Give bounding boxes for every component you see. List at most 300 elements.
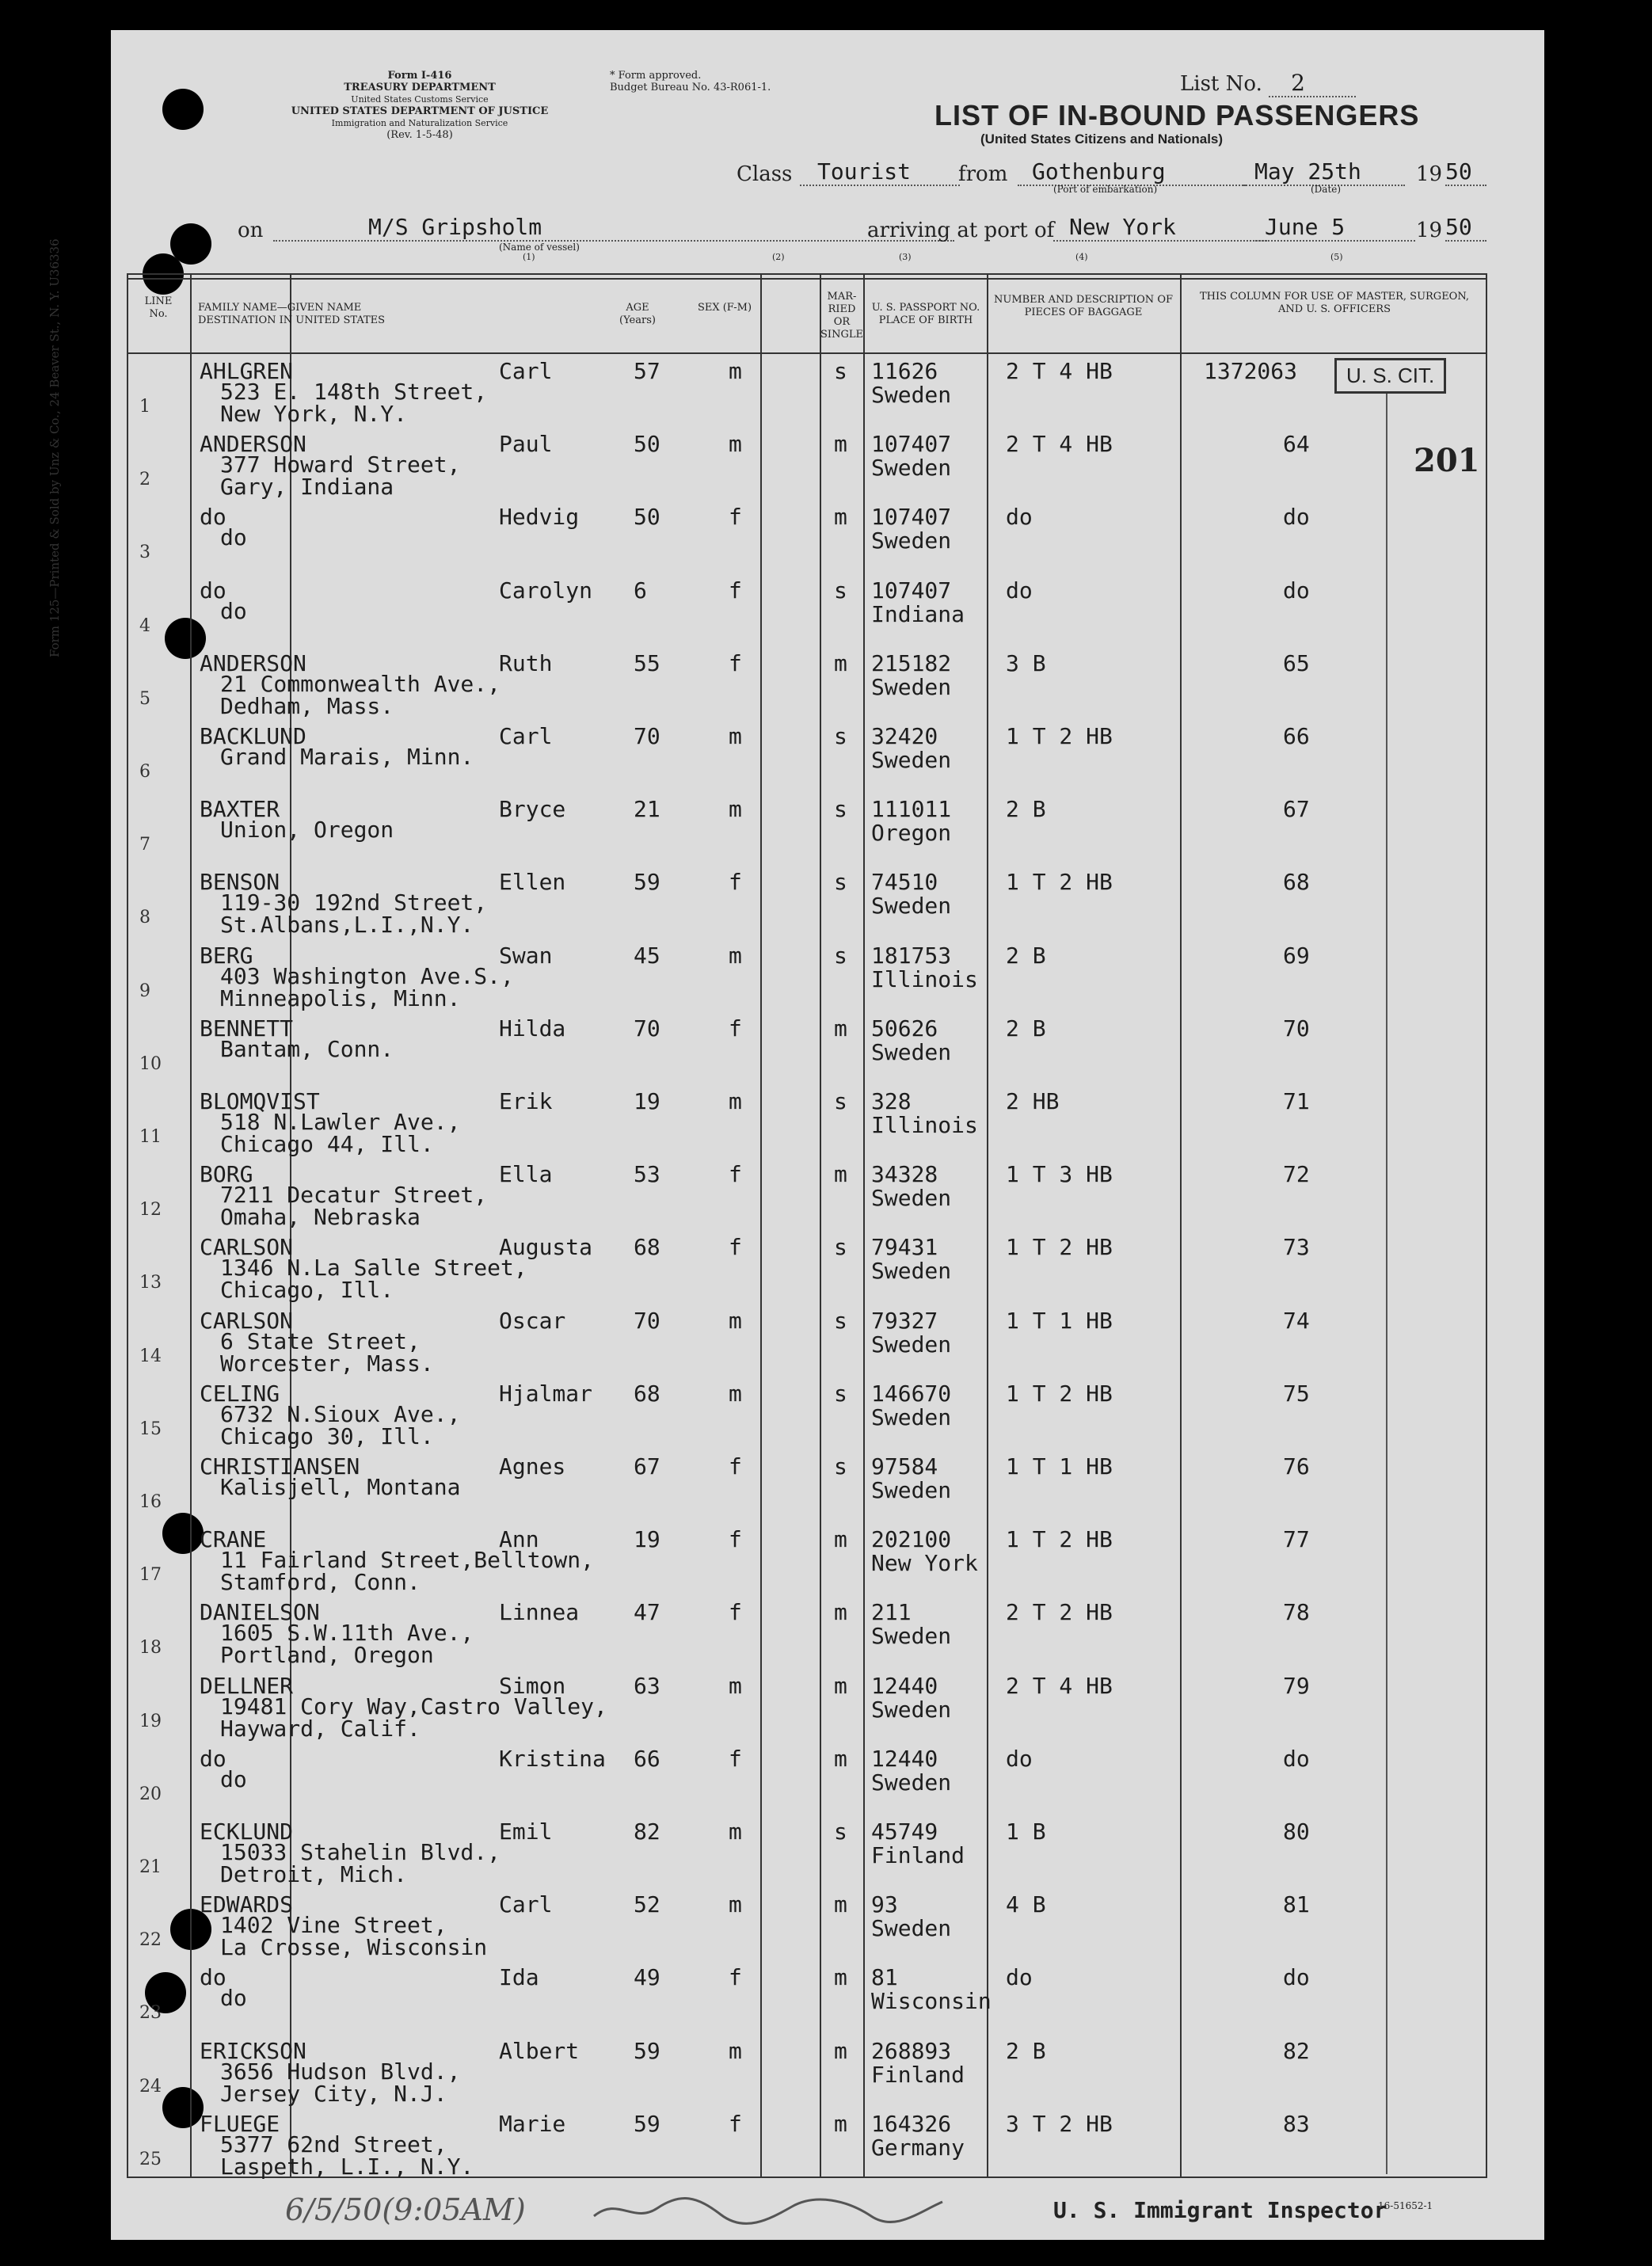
class-value: Tourist (800, 158, 960, 186)
surname: do (200, 1745, 226, 1772)
given-name: Ida (499, 1964, 539, 1991)
birthplace: Oregon (871, 820, 952, 847)
address-line-2: St.Albans,L.I.,N.Y. (220, 912, 474, 939)
on-label: on (238, 219, 264, 242)
baggage: 1 B (1006, 1819, 1046, 1845)
surname: FLUEGE (200, 2110, 280, 2137)
arriving-label: arriving at port of (867, 219, 1055, 242)
sex: m (729, 796, 742, 823)
passport-no: 328 (871, 1088, 912, 1114)
birthplace: Illinois (871, 965, 978, 992)
baggage: 1 T 2 HB (1006, 1380, 1113, 1407)
table-row (127, 352, 1487, 425)
baggage: do (1006, 577, 1033, 604)
baggage: 2 HB (1006, 1088, 1060, 1114)
passport-no: 81 (871, 1964, 898, 1991)
col-sex: SEX (F-M) (697, 302, 752, 314)
embark-port: Gothenburg (1018, 158, 1246, 186)
passport-no: 79327 (871, 1307, 938, 1334)
handwritten-date: 6/5/50(9:05AM) (285, 2192, 526, 2227)
baggage: 4 B (1006, 1891, 1046, 1918)
table-row (127, 790, 1487, 863)
age: 68 (634, 1234, 660, 1261)
age: 19 (634, 1088, 660, 1114)
line-number: 17 (139, 1565, 162, 1586)
passport-no: 202100 (871, 1526, 952, 1553)
age: 55 (634, 649, 660, 676)
table-row (127, 937, 1487, 1010)
surname: CHRISTIANSEN (200, 1453, 360, 1480)
address-line-1: Grand Marais, Minn. (220, 744, 474, 770)
officer-note: 72 (1283, 1161, 1310, 1188)
address-line-1: 1346 N.La Salle Street, (220, 1255, 527, 1282)
approved-note: * Form approved. (610, 70, 702, 82)
given-name: Hjalmar (499, 1380, 593, 1407)
treasury-dept: TREASURY DEPARTMENT (344, 82, 496, 93)
officer-note: 75 (1283, 1380, 1310, 1407)
marital-status: m (834, 1599, 847, 1626)
from-label: from (958, 162, 1008, 186)
officer-note: 77 (1283, 1526, 1310, 1553)
surname: BERG (200, 942, 253, 969)
table-row (127, 1813, 1487, 1886)
baggage: 2 T 4 HB (1006, 358, 1113, 384)
passport-no: 111011 (871, 796, 952, 823)
table-row (127, 1448, 1487, 1521)
line-number: 4 (139, 615, 150, 636)
sex: m (729, 2037, 742, 2064)
baggage: do (1006, 1964, 1033, 1991)
vessel-caption: (Name of vessel) (499, 242, 580, 253)
marital-status: m (834, 1745, 847, 1772)
table-row (127, 1010, 1487, 1083)
sex: f (729, 649, 742, 676)
officer-note: do (1283, 504, 1310, 531)
age: 19 (634, 1526, 660, 1553)
age: 82 (634, 1819, 660, 1845)
col-num-5: (5) (1330, 252, 1343, 262)
address-line-1: do (220, 524, 247, 551)
address-line-2: New York, N.Y. (220, 401, 408, 427)
given-name: Augusta (499, 1234, 593, 1261)
baggage: 1 T 2 HB (1006, 723, 1113, 749)
age: 59 (634, 2037, 660, 2064)
baggage: 2 T 2 HB (1006, 1599, 1113, 1626)
col-num-2: (2) (772, 252, 785, 262)
marital-status: s (834, 577, 847, 604)
year-prefix: 19 (1416, 162, 1443, 186)
address-line-2: Gary, Indiana (220, 474, 394, 501)
surname: DANIELSON (200, 1599, 320, 1626)
age: 68 (634, 1380, 660, 1407)
address-line-1: do (220, 597, 247, 624)
officer-note: 83 (1283, 2110, 1310, 2137)
page-note-201: 201 (1414, 442, 1480, 479)
given-name: Bryce (499, 796, 566, 823)
birthplace: Finland (871, 2061, 965, 2088)
passport-no: 50626 (871, 1015, 938, 1042)
officer-note: 81 (1283, 1891, 1310, 1918)
address-line-1: do (220, 1985, 247, 2012)
col-num-4: (4) (1075, 252, 1088, 262)
sex: m (729, 358, 742, 384)
baggage: do (1006, 504, 1033, 531)
line-number: 11 (139, 1127, 162, 1147)
table-row (127, 1228, 1487, 1304)
sex: m (729, 1891, 742, 1918)
sex: f (729, 504, 742, 531)
baggage: 1 T 1 HB (1006, 1307, 1113, 1334)
table-row (127, 2105, 1487, 2178)
sex: m (729, 431, 742, 458)
table-row (127, 1740, 1487, 1813)
age: 57 (634, 358, 660, 384)
marital-status: m (834, 1672, 847, 1699)
birthplace: Sweden (871, 527, 952, 554)
vessel-col-num: (1) (523, 252, 535, 262)
given-name: Swan (499, 942, 553, 969)
given-name: Hedvig (499, 504, 580, 531)
line-number: 10 (139, 1053, 162, 1074)
address-line-1: Kalisjell, Montana (220, 1474, 461, 1500)
line-number: 5 (139, 688, 150, 709)
marital-status: m (834, 431, 847, 458)
list-number (1180, 70, 1356, 97)
birthplace: Sweden (871, 382, 952, 408)
date-caption: (Date) (1311, 184, 1342, 195)
address-line-1: 11 Fairland Street,Belltown, (220, 1547, 595, 1574)
address-line-1: 119-30 192nd Street, (220, 889, 488, 916)
birthplace: Sweden (871, 1403, 952, 1430)
address-line-2: Stamford, Conn. (220, 1569, 421, 1596)
form-approved (610, 70, 771, 93)
marital-status: m (834, 1526, 847, 1553)
line-number: 23 (139, 2003, 162, 2024)
officer-note: 65 (1283, 649, 1310, 676)
table-row (127, 645, 1487, 718)
table-row (127, 863, 1487, 939)
age: 50 (634, 504, 660, 531)
line-number: 19 (139, 1711, 162, 1731)
sex: f (729, 577, 742, 604)
given-name: Kristina (499, 1745, 606, 1772)
given-name: Hilda (499, 1015, 566, 1042)
given-name: Carl (499, 1891, 553, 1918)
signature-scrawl (586, 2192, 950, 2227)
baggage: 2 B (1006, 942, 1046, 969)
given-name: Erik (499, 1088, 553, 1114)
sex: m (729, 1380, 742, 1407)
table-row (127, 1375, 1487, 1448)
marital-status: s (834, 1380, 847, 1407)
col-baggage: NUMBER AND DESCRIPTION OF PIECES OF BAGGAGE (993, 294, 1173, 318)
line-number: 3 (139, 543, 150, 563)
officer-note: 74 (1283, 1307, 1310, 1334)
marital-status: s (834, 723, 847, 749)
form-code: 16-51652-1 (1378, 2200, 1433, 2211)
given-name: Agnes (499, 1453, 566, 1480)
birthplace: Wisconsin (871, 1988, 992, 2015)
age: 53 (634, 1161, 660, 1188)
given-name: Emil (499, 1819, 553, 1845)
passport-no: 34328 (871, 1161, 938, 1188)
passport-no: 32420 (871, 723, 938, 749)
marital-status: s (834, 869, 847, 896)
inspector-signature (586, 2192, 950, 2224)
marital-status: s (834, 1453, 847, 1480)
marital-status: m (834, 1891, 847, 1918)
passport-no: 74510 (871, 869, 938, 896)
baggage: 2 T 4 HB (1006, 431, 1113, 458)
age: 70 (634, 723, 660, 749)
address-line-1: 6 State Street, (220, 1327, 421, 1354)
baggage: 1 T 2 HB (1006, 1526, 1113, 1553)
punch-hole (162, 89, 204, 130)
age: 49 (634, 1964, 660, 1991)
table-row (127, 425, 1487, 501)
address-line-1: do (220, 1765, 247, 1792)
birthplace: New York (871, 1550, 978, 1577)
officer-note: 1372063 (1204, 358, 1298, 384)
given-name: Ann (499, 1526, 539, 1553)
surname: ECKLUND (200, 1819, 294, 1845)
citizen-stamp: U. S. CIT. (1334, 358, 1446, 394)
table-row (127, 1156, 1487, 1231)
baggage: 1 T 3 HB (1006, 1161, 1113, 1188)
passport-no: 12440 (871, 1745, 938, 1772)
officer-note: 66 (1283, 723, 1310, 749)
given-name: Ruth (499, 649, 553, 676)
officer-note: do (1283, 1745, 1310, 1772)
table-row (127, 1521, 1487, 1594)
passport-no: 164326 (871, 2110, 952, 2137)
address-line-1: 19481 Cory Way,Castro Valley, (220, 1693, 607, 1719)
revision: (Rev. 1-5-48) (386, 129, 453, 141)
line-number: 25 (139, 2149, 162, 2169)
address-line-2: Portland, Oregon (220, 1642, 434, 1669)
address-line-1: 377 Howard Street, (220, 451, 461, 478)
given-name: Oscar (499, 1307, 566, 1334)
given-name: Ellen (499, 869, 566, 896)
birthplace: Sweden (871, 1258, 952, 1285)
address-line-1: Bantam, Conn. (220, 1035, 394, 1062)
birthplace: Finland (871, 1842, 965, 1868)
baggage: 2 T 4 HB (1006, 1672, 1113, 1699)
sex: m (729, 942, 742, 969)
marital-status: m (834, 504, 847, 531)
birthplace: Sweden (871, 1185, 952, 1212)
passport-no: 211 (871, 1599, 912, 1626)
surname: CRANE (200, 1526, 267, 1553)
baggage: do (1006, 1745, 1033, 1772)
embark-date: May 25th (1243, 158, 1405, 186)
baggage: 2 B (1006, 1015, 1046, 1042)
birthplace: Sweden (871, 1477, 952, 1503)
age: 52 (634, 1891, 660, 1918)
given-name: Paul (499, 431, 553, 458)
table-row (127, 1886, 1487, 1959)
table-row (127, 1083, 1487, 1156)
birthplace: Germany (871, 2134, 965, 2161)
page-subtitle: (United States Citizens and Nationals) (980, 131, 1224, 147)
port-caption: (Port of embarkation) (1053, 184, 1158, 195)
given-name: Albert (499, 2037, 580, 2064)
marital-status: s (834, 796, 847, 823)
passport-no: 45749 (871, 1819, 938, 1845)
passport-no: 107407 (871, 504, 952, 531)
birthplace: Indiana (871, 600, 965, 627)
officer-note: 68 (1283, 869, 1310, 896)
birthplace: Sweden (871, 673, 952, 700)
marital-status: s (834, 1307, 847, 1334)
address-line-2: Worcester, Mass. (220, 1350, 434, 1377)
sex: f (729, 1526, 742, 1553)
surname: ERICKSON (200, 2037, 306, 2064)
line-number: 13 (139, 1273, 162, 1293)
surname: ANDERSON (200, 431, 306, 458)
passport-no: 11626 (871, 358, 938, 384)
surname: CARLSON (200, 1234, 294, 1261)
sex: m (729, 1672, 742, 1699)
year2-prefix: 19 (1416, 219, 1443, 242)
age: 70 (634, 1015, 660, 1042)
officer-note: 67 (1283, 796, 1310, 823)
marital-status: m (834, 1161, 847, 1188)
age: 59 (634, 869, 660, 896)
line-number: 8 (139, 908, 150, 928)
table-row (127, 498, 1487, 571)
passport-no: 146670 (871, 1380, 952, 1407)
address-line-2: Jersey City, N.J. (220, 2080, 447, 2107)
age: 6 (634, 577, 647, 604)
officer-note: 70 (1283, 1015, 1310, 1042)
surname: do (200, 1964, 226, 1991)
address-line-2: Chicago, Ill. (220, 1277, 394, 1304)
year2-value: 50 (1445, 214, 1486, 242)
surname: CELING (200, 1380, 280, 1407)
officer-note: do (1283, 1964, 1310, 1991)
address-line-2: Laspeth, L.I., N.Y. (220, 2153, 474, 2180)
given-name: Simon (499, 1672, 566, 1699)
arrival-date: June 5 (1255, 214, 1415, 242)
agency-block (230, 70, 610, 141)
passport-no: 97584 (871, 1453, 938, 1480)
surname: BENNETT (200, 1015, 294, 1042)
given-name: Carl (499, 723, 553, 749)
marital-status: s (834, 358, 847, 384)
surname: do (200, 504, 226, 531)
line-number: 14 (139, 1346, 162, 1366)
officer-note: 64 (1283, 431, 1310, 458)
baggage: 2 B (1006, 796, 1046, 823)
surname: EDWARDS (200, 1891, 294, 1918)
birthplace: Sweden (871, 1696, 952, 1723)
col-married: MAR-RIED OR SINGLE (820, 291, 863, 341)
officer-note: 82 (1283, 2037, 1310, 2064)
birthplace: Sweden (871, 893, 952, 920)
list-no-label: List No. (1180, 72, 1262, 96)
line-number: 16 (139, 1492, 162, 1512)
sex: f (729, 2110, 742, 2137)
col-passport: U. S. PASSPORT NO. PLACE OF BIRTH (871, 302, 980, 326)
passport-no: 181753 (871, 942, 952, 969)
passport-no: 79431 (871, 1234, 938, 1261)
address-line-1: 7211 Decatur Street, (220, 1182, 488, 1209)
sex: f (729, 1599, 742, 1626)
baggage: 1 T 2 HB (1006, 869, 1113, 896)
baggage: 1 T 1 HB (1006, 1453, 1113, 1480)
passport-no: 12440 (871, 1672, 938, 1699)
baggage: 1 T 2 HB (1006, 1234, 1113, 1261)
given-name: Carolyn (499, 577, 593, 604)
list-no-value: 2 (1291, 70, 1305, 96)
address-line-2: Hayward, Calif. (220, 1715, 421, 1742)
officer-note: 76 (1283, 1453, 1310, 1480)
officer-note: 71 (1283, 1088, 1310, 1114)
sex: f (729, 1964, 742, 1991)
birthplace: Sweden (871, 1769, 952, 1796)
sex: f (729, 1161, 742, 1188)
line-number: 9 (139, 981, 150, 1001)
vessel-name: M/S Gripsholm (273, 214, 954, 242)
budget-note: Budget Bureau No. 43-R061-1. (610, 82, 771, 93)
baggage: 3 B (1006, 649, 1046, 676)
sex: f (729, 869, 742, 896)
marital-status: m (834, 1015, 847, 1042)
marital-status: m (834, 649, 847, 676)
age: 66 (634, 1745, 660, 1772)
baggage: 2 B (1006, 2037, 1046, 2064)
passport-no: 107407 (871, 431, 952, 458)
table-row (127, 1667, 1487, 1740)
passport-no: 107407 (871, 577, 952, 604)
line-number: 1 (139, 397, 150, 417)
address-line-1: 1605 S.W.11th Ave., (220, 1620, 474, 1647)
line-number: 2 (139, 470, 150, 490)
birthplace: Sweden (871, 1038, 952, 1065)
arrival-port: New York (1053, 214, 1267, 242)
birthplace: Illinois (871, 1112, 978, 1138)
table-row (127, 572, 1487, 645)
line-number: 7 (139, 835, 150, 855)
age: 47 (634, 1599, 660, 1626)
col-num-3: (3) (899, 252, 912, 262)
address-line-2: Dedham, Mass. (220, 692, 394, 719)
surname: BENSON (200, 869, 280, 896)
age: 63 (634, 1672, 660, 1699)
col-line: LINE No. (144, 295, 173, 320)
line-number: 20 (139, 1784, 162, 1804)
address-line-1: 21 Commonwealth Ave., (220, 670, 501, 697)
justice-dept: UNITED STATES DEPARTMENT OF JUSTICE (291, 105, 549, 117)
given-name: Carl (499, 358, 553, 384)
address-line-2: Detroit, Mich. (220, 1861, 408, 1887)
line-number: 21 (139, 1857, 162, 1877)
age: 67 (634, 1453, 660, 1480)
address-line-2: Chicago 30, Ill. (220, 1422, 434, 1449)
table-row (127, 1959, 1487, 2032)
line-number: 24 (139, 2076, 162, 2097)
address-line-1: 523 E. 148th Street, (220, 379, 488, 405)
surname: CARLSON (200, 1307, 294, 1334)
age: 70 (634, 1307, 660, 1334)
surname: DELLNER (200, 1672, 294, 1699)
marital-status: m (834, 2110, 847, 2137)
address-line-2: Chicago 44, Ill. (220, 1131, 434, 1157)
age: 59 (634, 2110, 660, 2137)
marital-status: m (834, 1964, 847, 1991)
surname: BAXTER (200, 796, 280, 823)
